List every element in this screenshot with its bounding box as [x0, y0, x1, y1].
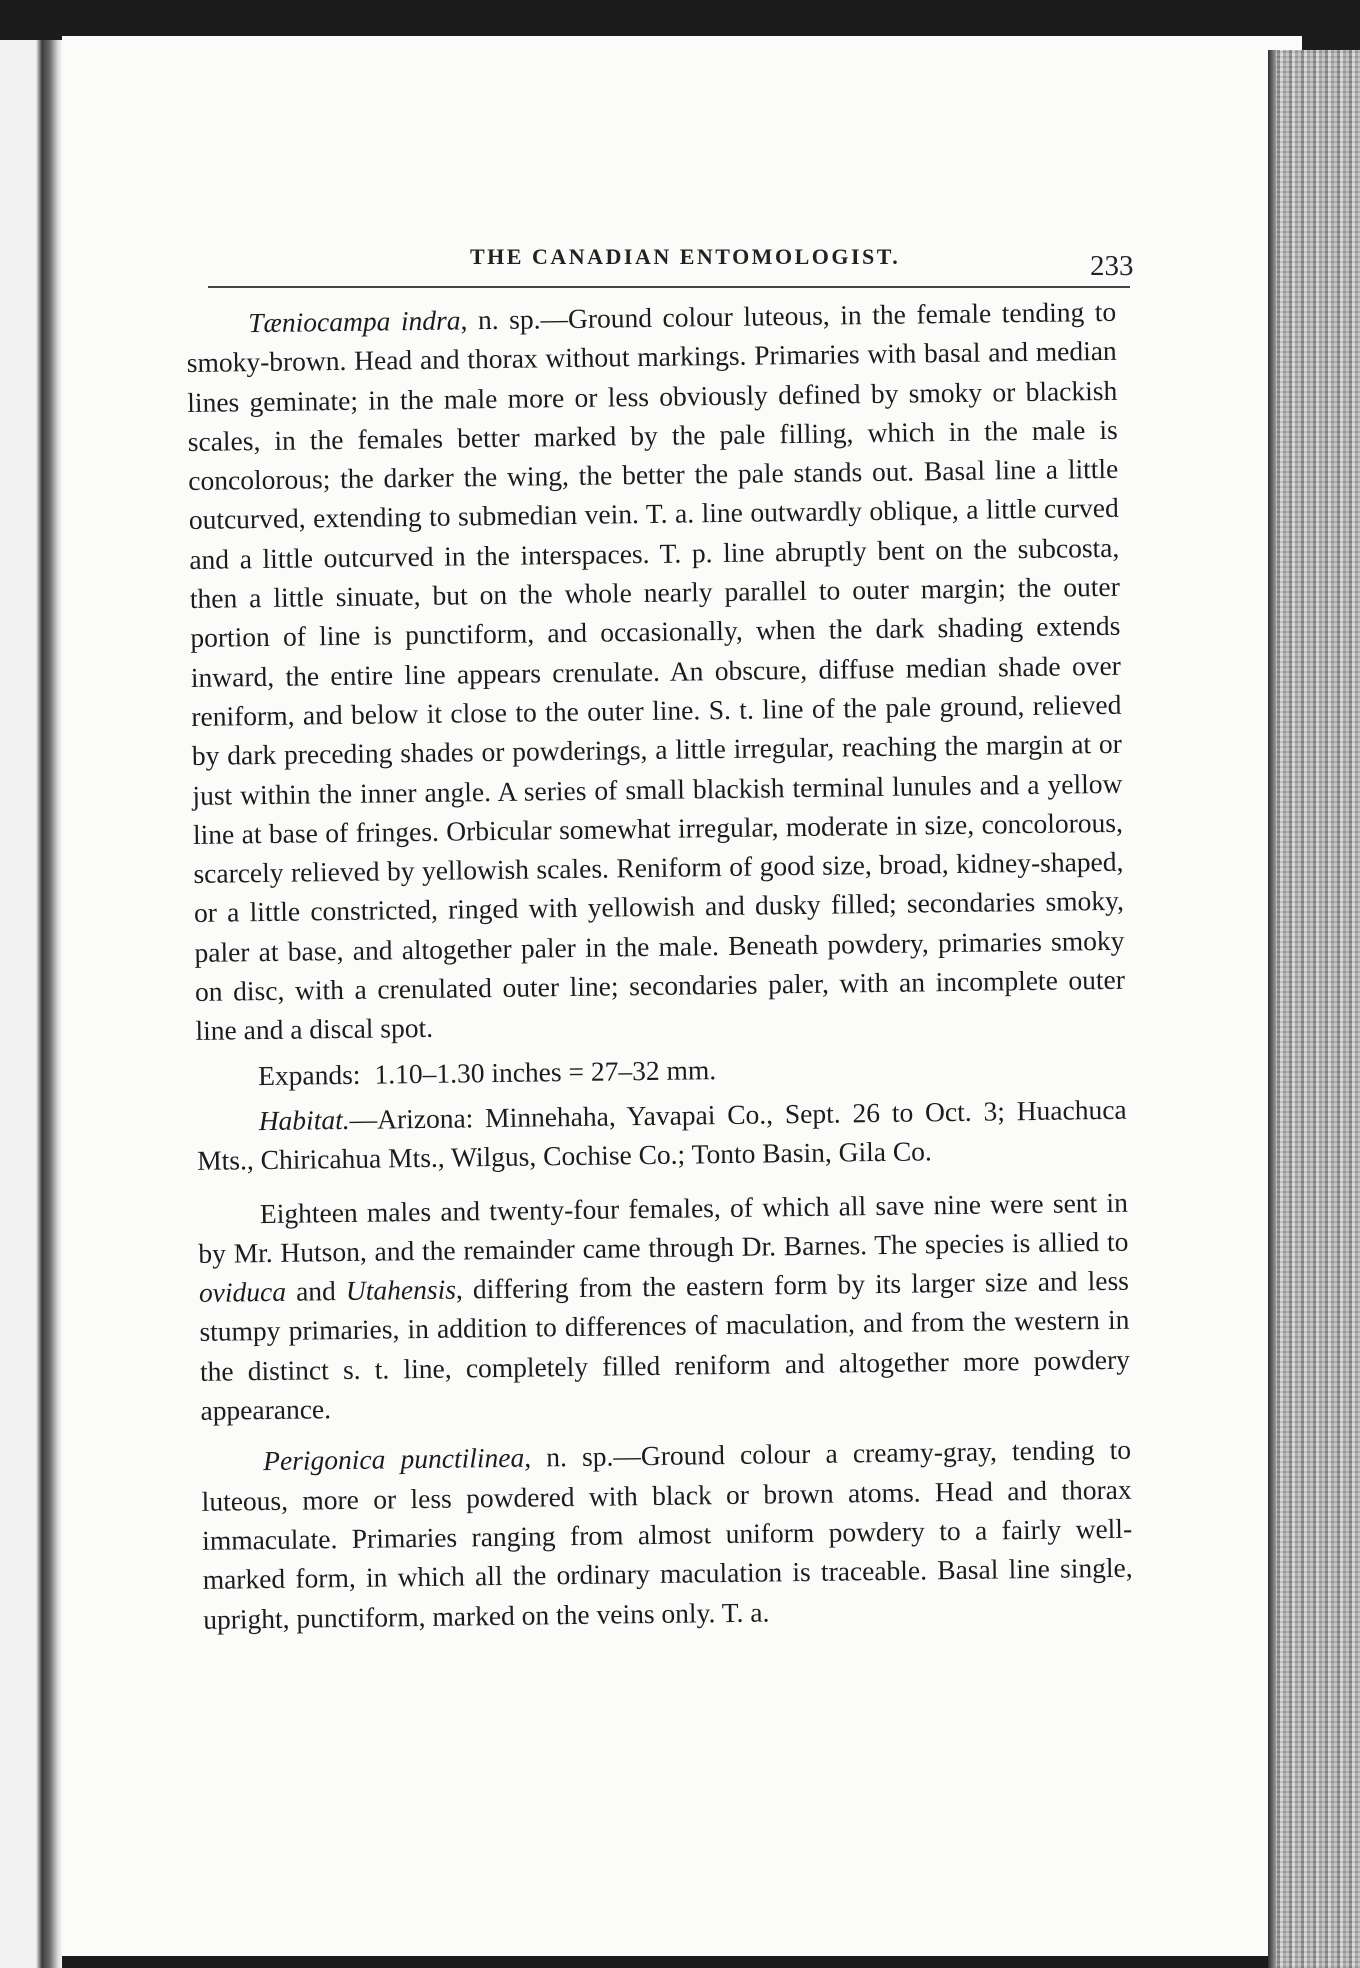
habitat-text: —Arizona: Minnehaha, Yavapai Co., Sept. 26 to Oct. 3; Huachuca Mts., Chiricahua Mts., Wilgus, Cochise Co.; Tonto Basin, Gila Co.	[197, 1093, 1127, 1177]
species-description-text: , n. sp.—Ground colour a creamy-gray, tending to luteous, more or less powdered with black or brown atoms. Head and thorax immaculate. Primaries ranging from almost uniform powdery to a fairly well-marked form, in which all the ordinary maculation is traceable. Basal line single, upright, punctiform, marked on the veins only. T. a.	[201, 1434, 1133, 1635]
header-rule	[208, 286, 1130, 288]
species-ref-oviduca: oviduca	[198, 1275, 287, 1309]
expands-label: Expands:	[257, 1058, 361, 1091]
article-body	[186, 292, 1133, 1639]
page-number: 233	[1090, 250, 1134, 282]
book-gutter-left	[0, 40, 62, 1968]
species-description-taeniocampa	[186, 292, 1126, 1051]
species-description-text: , n. sp.—Ground colour luteous, in the female tending to smoky-brown. Head and thorax without markings. Primaries with basal and median lines geminate; in the male more or less obviously defined by smoky or blackish scales, in the females better marked by the pale filling, which in the male is concolorous; the darker the wing, the better the pale stands out. Basal line a little outcurved, extending to submedian vein. T. a. line outwardly oblique, a little curved and a little outcurved in the interspaces. T. p. line abruptly bent on the subcosta, then a little sinuate, but on the whole nearly parallel to outer margin; the outer portion of line is punctiform, and occasionally, when the dark shading extends inward, the entire line appears crenulate. An obscure, diffuse median shade over reniform, and below it close to the outer line. S. t. line of the pale ground, relieved by dark preceding shades or powderings, a little irregular, reaching the margin at or just within the inner angle. A series of small blackish terminal lunules and a yellow line at base of fringes. Orbicular somewhat irregular, moderate in size, concolorous, scarcely relieved by yellowish scales. Reniform of good size, broad, kidney-shaped, or a little constricted, ringed with yellowish and dusky filled; secondaries smoky, paler at base, and altogether paler in the male. Beneath powdery, primaries smoky on disc, with a crenulated outer line; secondaries paler, with an incomplete outer line and a discal spot.	[186, 295, 1126, 1047]
habitat-paragraph	[196, 1090, 1127, 1181]
habitat-label: Habitat.	[258, 1103, 350, 1137]
expands-value: 1.10–1.30 inches = 27–32 mm.	[374, 1053, 717, 1090]
remarks-paragraph	[198, 1182, 1131, 1430]
remarks-text-3: , differing from the eastern form by its larger size and less stumpy primaries, in addition to differences of maculation, and from the western in the distinct s. t. line, completely filled reniform and altogether more powdery appearance.	[199, 1264, 1131, 1426]
species-name: Tæniocampa indra	[248, 304, 461, 339]
species-name: Perigonica punctilinea	[262, 1441, 525, 1477]
book-page-edges-right	[1268, 50, 1360, 1968]
remarks-text-1: Eighteen males and twenty-four females, of which all save nine were sent in by Mr. Hutson, and the remainder came through Dr. Barnes. The species is allied to	[198, 1186, 1129, 1269]
running-header-title: THE CANADIAN ENTOMOLOGIST.	[470, 244, 901, 269]
remarks-text-2: and	[285, 1275, 347, 1307]
expands-line	[196, 1044, 1126, 1095]
species-ref-utahensis: Utahensis	[345, 1273, 457, 1307]
species-description-perigonica	[201, 1430, 1133, 1639]
